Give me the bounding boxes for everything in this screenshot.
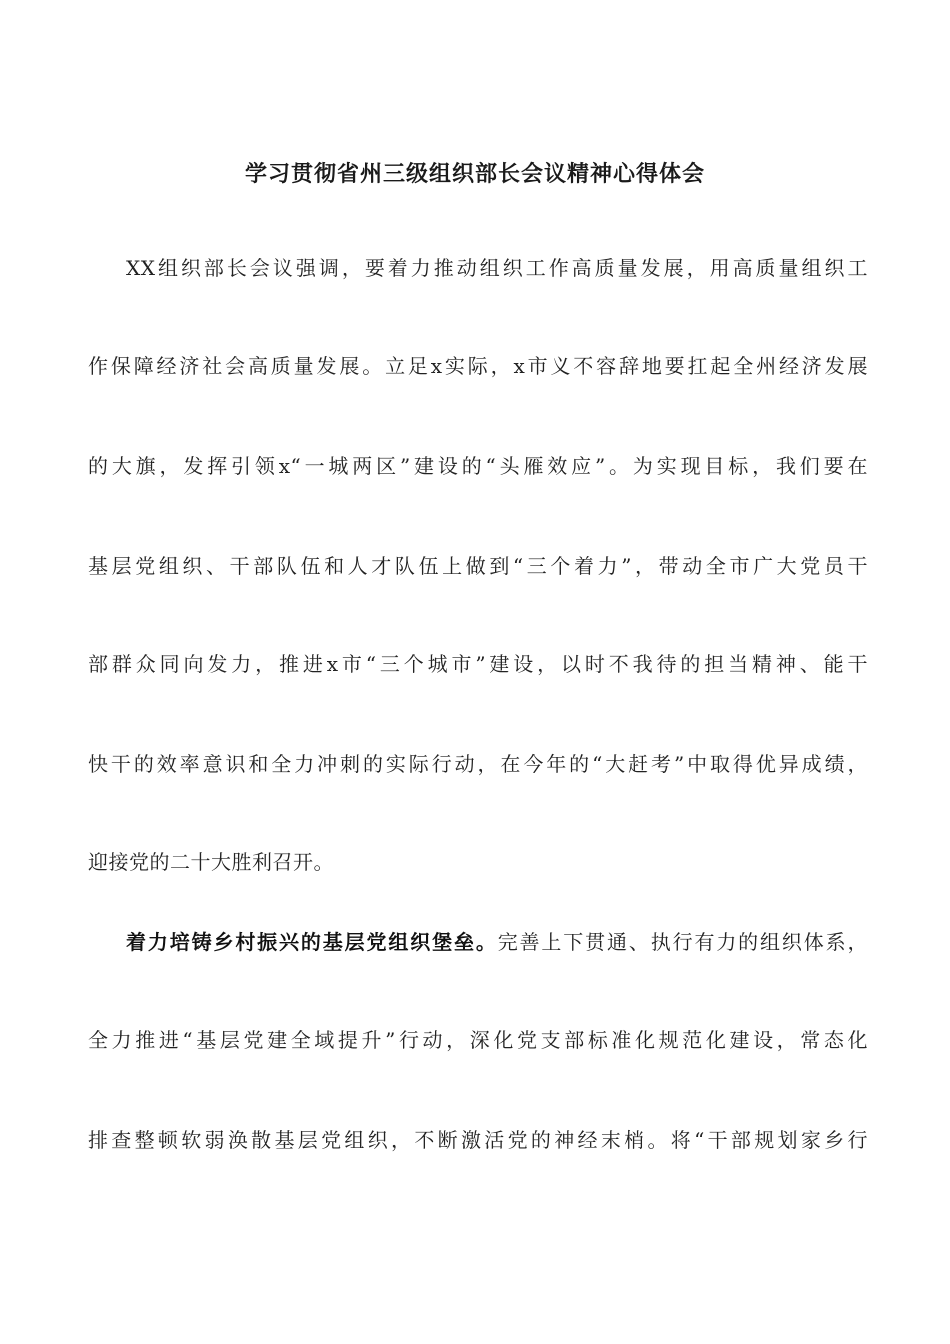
paragraph-1-line-3: 的大旗，发挥引领x“一城两区”建设的“头雁效应”。为实现目标，我们要在 [88,454,868,478]
paragraph-1-line-6: 快干的效率意识和全力冲刺的实际行动，在今年的“大赶考”中取得优异成绩， [88,752,868,776]
document-title: 学习贯彻省州三级组织部长会议精神心得体会 [244,162,705,187]
paragraph-1-line-1: XX组织部长会议强调，要着力推动组织工作高质量发展，用高质量组织工 [126,256,868,280]
paragraph-2-line-3: 排查整顿软弱涣散基层党组织，不断激活党的神经末梢。将“干部规划家乡行 [88,1128,868,1152]
paragraph-2-line-1-rest: 完善上下贯通、执行有力的组织体系， [497,930,868,954]
paragraph-1-line-4: 基层党组织、干部队伍和人才队伍上做到“三个着力”，带动全市广大党员干 [88,554,868,578]
paragraph-2-line-2: 全力推进“基层党建全域提升”行动，深化党支部标准化规范化建设，常态化 [88,1028,868,1052]
paragraph-2-heading: 着力培铸乡村振兴的基层党组织堡垒。 [126,930,498,954]
paragraph-2-line-1 [126,925,868,959]
paragraph-1-line-7: 迎接党的二十大胜利召开。 [88,850,334,874]
paragraph-1-line-5: 部群众同向发力，推进x市“三个城市”建设，以时不我待的担当精神、能干 [88,652,868,676]
paragraph-1-line-2: 作保障经济社会高质量发展。立足x实际，x市义不容辞地要扛起全州经济发展 [88,354,868,378]
